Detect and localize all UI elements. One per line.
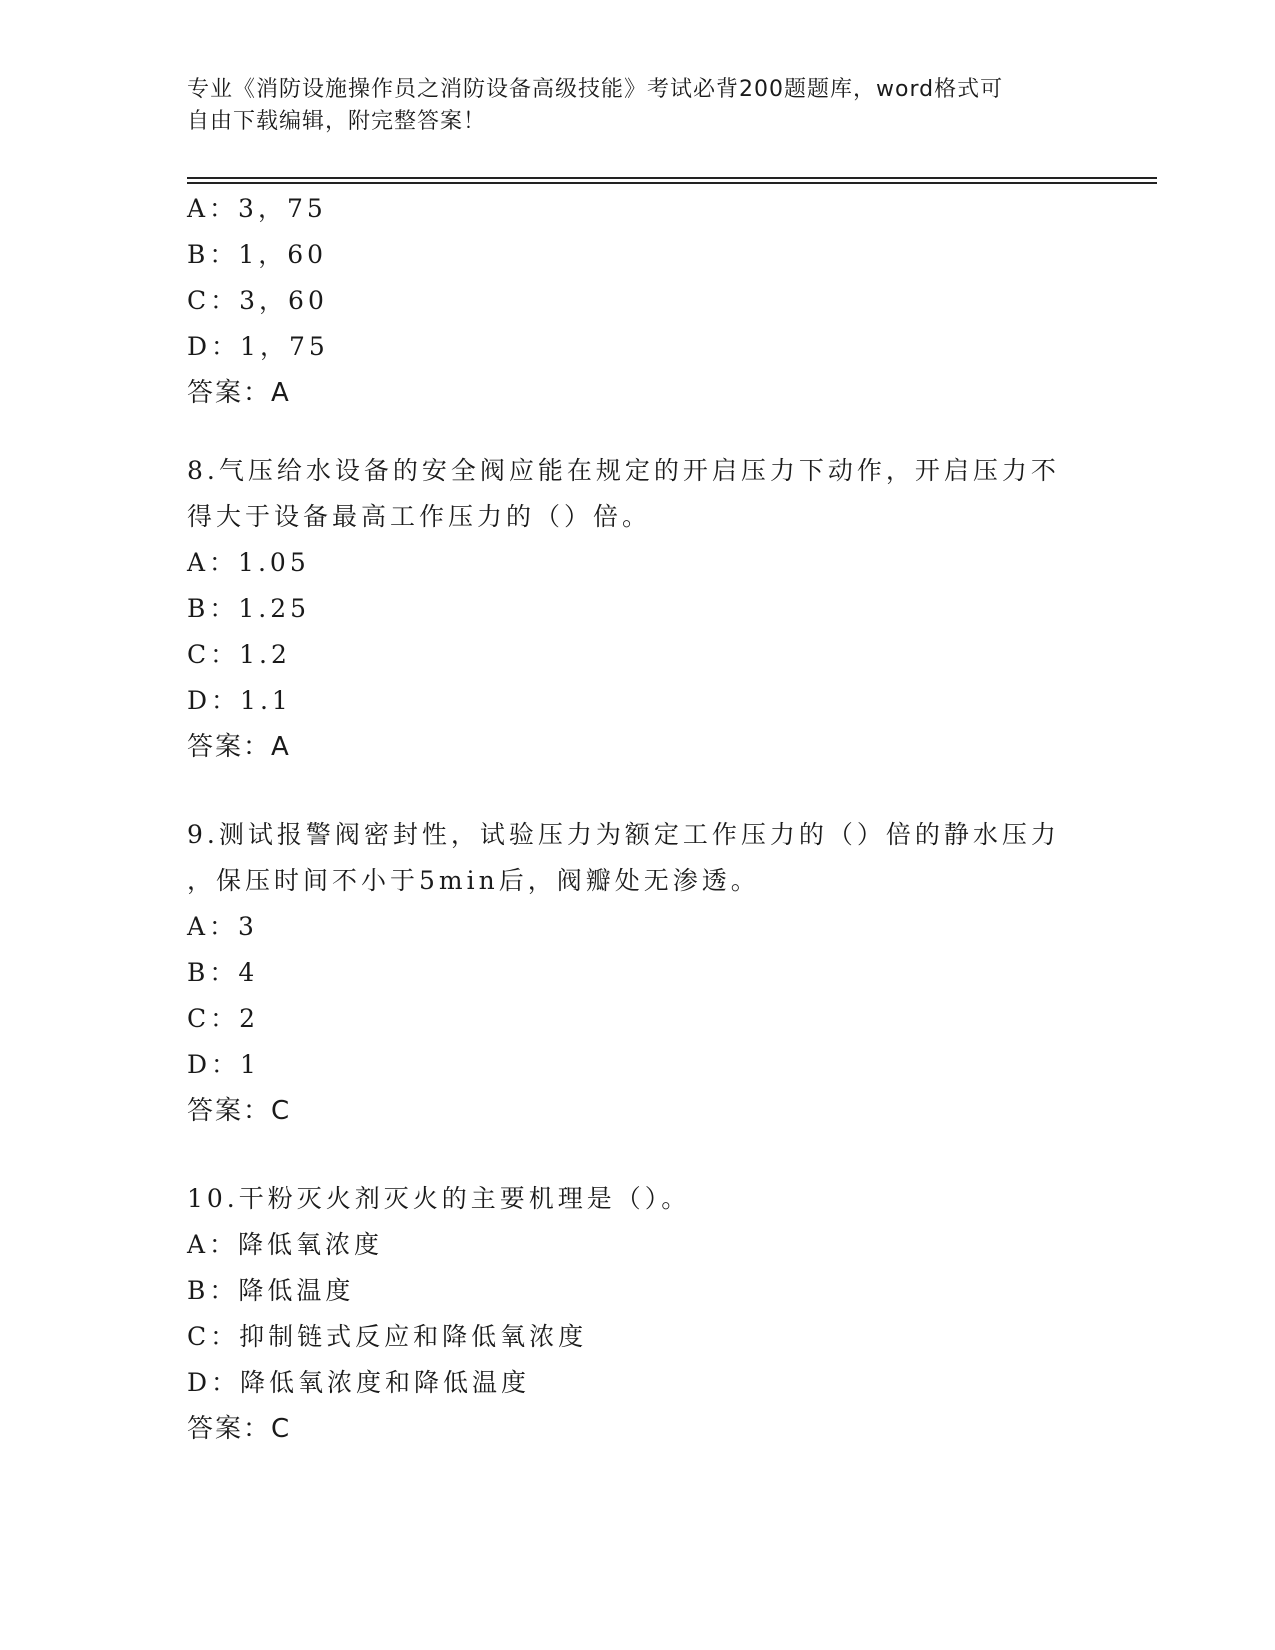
option-c: C：抑制链式反应和降低氧浓度 (187, 1322, 588, 1351)
question-text (187, 812, 1087, 904)
header-line-2: 自由下载编辑，附完整答案！ (187, 109, 487, 134)
question-text (187, 448, 1087, 540)
option-a: A：3 (187, 912, 258, 941)
option-b: B：1，60 (187, 240, 328, 269)
question-text-line: ，保压时间不小于5min后，阀瓣处无渗透。 (187, 866, 760, 895)
option-b: B：4 (187, 958, 259, 987)
option-b: B：1.25 (187, 594, 311, 623)
option-d: D：1.1 (187, 686, 292, 715)
answer: 答案：A (187, 732, 291, 762)
option-d: D：1 (187, 1050, 260, 1079)
question-9 (187, 812, 1087, 1134)
question-10 (187, 1176, 1087, 1452)
question-7 (187, 186, 1087, 416)
question-text-line: 8.气压给水设备的安全阀应能在规定的开启压力下动作，开启压力不 (187, 456, 1060, 485)
question-text-line: 得大于设备最高工作压力的（）倍。 (187, 502, 652, 531)
question-8 (187, 448, 1087, 770)
option-d: D：1，75 (187, 332, 329, 361)
answer: 答案：A (187, 378, 291, 408)
answer: 答案：C (187, 1096, 292, 1126)
question-text-line: 10.干粉灭火剂灭火的主要机理是（）。 (187, 1184, 691, 1213)
option-b: B：降低温度 (187, 1276, 355, 1305)
document-header (187, 74, 1087, 138)
header-divider-bottom (187, 182, 1157, 184)
option-c: C：1.2 (187, 640, 291, 669)
answer: 答案：C (187, 1414, 292, 1444)
option-a: A：3，75 (187, 194, 327, 223)
header-line-1: 专业《消防设施操作员之消防设备高级技能》考试必背200题题库，word格式可 (187, 77, 1004, 102)
option-d: D：降低氧浓度和降低温度 (187, 1368, 531, 1397)
question-text (187, 1176, 1087, 1222)
option-a: A：1.05 (187, 548, 310, 577)
option-c: C：3，60 (187, 286, 328, 315)
header-divider-top (187, 177, 1157, 179)
option-c: C：2 (187, 1004, 260, 1033)
question-text-line: 9.测试报警阀密封性，试验压力为额定工作压力的（）倍的静水压力 (187, 820, 1060, 849)
option-a: A：降低氧浓度 (187, 1230, 384, 1259)
